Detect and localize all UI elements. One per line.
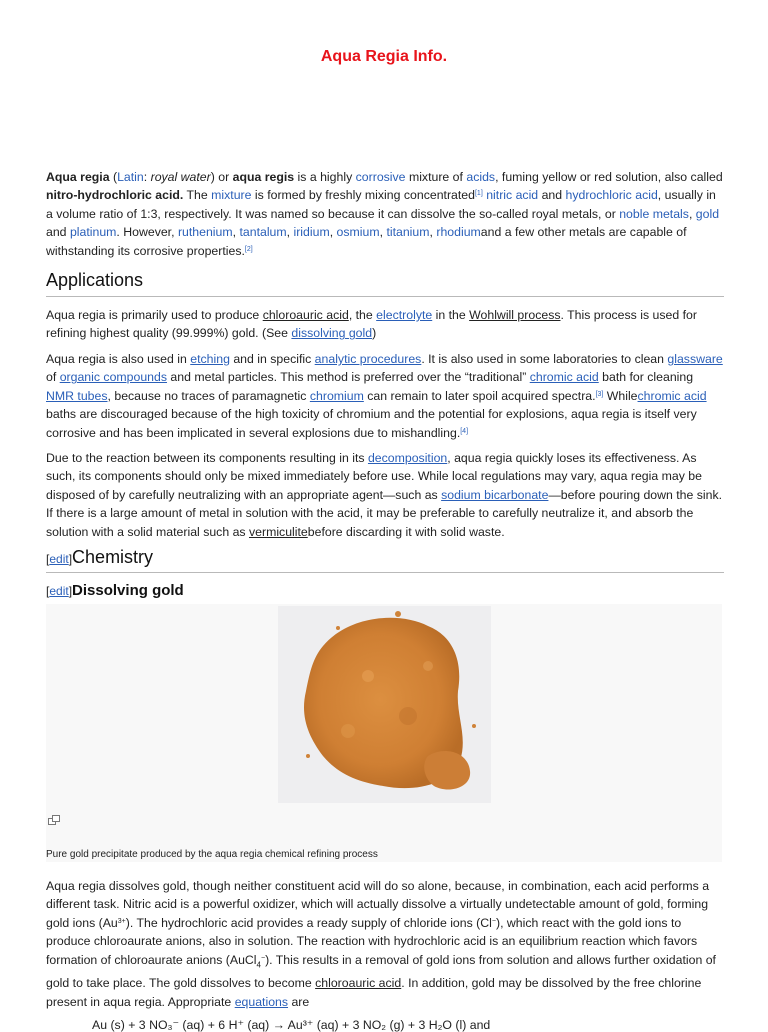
link-gold[interactable]: gold (695, 206, 720, 221)
text-run: , aqua regia quickly loses its effectiveness. As such, its components should only be mixed immediately before use. While local regulations may vary, aqua regia may be disposed of by carefully neutralizing with an appropriate agent—such as (46, 451, 702, 502)
subscript: 4 (256, 960, 261, 970)
gold-precipitate-photo[interactable] (278, 606, 491, 803)
term-aqua-regia: Aqua regia (46, 170, 110, 184)
citation-2[interactable]: [2] (244, 245, 253, 253)
text-run: . This process is used for refining highest quality (99.999%) gold. (See (46, 308, 697, 341)
link-acids[interactable]: acids (466, 170, 496, 184)
link-nitric-acid[interactable]: nitric acid (486, 188, 539, 203)
link-chromium[interactable]: chromium (309, 388, 364, 403)
edit-button-chemistry[interactable]: edit (49, 552, 69, 566)
text-run: , (232, 225, 240, 240)
text-run: , because no traces of paramagnetic (107, 388, 310, 403)
text-run: are (288, 994, 310, 1009)
link-dissolving-gold[interactable]: dissolving gold (291, 326, 373, 341)
latin-translation: royal water (150, 170, 211, 184)
text-run: , fuming yellow or red solution, also called (495, 170, 723, 184)
text-run: : (143, 170, 151, 184)
section-heading-chemistry (46, 547, 724, 573)
text-run: , (329, 225, 337, 240)
text-run: , (286, 225, 294, 240)
bracket-open: [ (46, 552, 50, 566)
section-heading-applications: Applications (46, 270, 724, 297)
link-corrosive[interactable]: corrosive (355, 170, 406, 184)
link-vermiculite[interactable]: vermiculite (249, 524, 308, 539)
dissolving-paragraph (46, 877, 724, 1011)
text-run: While (603, 388, 638, 403)
edit-button-dissolving[interactable]: edit (49, 584, 69, 598)
text-run: bath for cleaning (598, 370, 694, 385)
link-platinum[interactable]: platinum (69, 225, 117, 240)
text-run: ). The hydrochloric acid provides a ready supply of chloride ions (Cl (125, 915, 492, 930)
text-run: ). This results in a removal of gold ions from solution and allows further oxidation of gold to take place. The gold dissolves to become (46, 952, 716, 991)
figure-gold-precipitate (46, 604, 722, 862)
text-run: . However, (116, 225, 178, 240)
text-run: and metal particles. This method is preferred over the “traditional” (167, 370, 530, 385)
applications-paragraph-1 (46, 306, 724, 343)
link-nmr-tubes[interactable]: NMR tubes (46, 388, 108, 403)
text-run: mixture of (405, 170, 467, 184)
text-run: before discarding it with solid waste. (307, 524, 505, 539)
citation-3[interactable]: [3] (595, 390, 604, 398)
gold-dissolution-equation: Au (s) + 3 NO₃⁻ (aq) + 6 H⁺ (aq) → Au³⁺ (aq) + 3 NO₂ (g) + 3 H₂O (l) and (92, 1018, 491, 1032)
link-ruthenium[interactable]: ruthenium (177, 225, 233, 240)
figure-caption: Pure gold precipitate produced by the aqua regia chemical refining process (46, 849, 378, 860)
citation-4[interactable]: [4] (460, 427, 469, 435)
text-run: , usually in a volume ratio of 1:3, respectively. It was named so because it can dissolve the so-called royal metals, or (46, 188, 716, 221)
text-run: of (46, 370, 60, 385)
link-latin[interactable]: Latin (117, 170, 144, 184)
text-run: . In addition, gold may be dissolved by the free chlorine present in aqua regia. Appropriate (46, 976, 702, 1009)
link-mixture[interactable]: mixture (211, 188, 252, 203)
link-chromic-acid[interactable]: chromic acid (529, 370, 599, 385)
link-titanium[interactable]: titanium (386, 225, 430, 240)
dissolving-heading-text: Dissolving gold (72, 582, 184, 599)
text-run: baths are discouraged because of the high toxicity of chromium and the potential for explosions, aqua regia is itself very corrosive and has been implicated in several explosions due to mishandling. (46, 407, 697, 440)
chemistry-heading-text: Chemistry (72, 547, 154, 567)
text-run: Aqua regia is primarily used to produce (46, 308, 263, 322)
bracket-open: [ (46, 584, 50, 598)
superscript: − (260, 954, 266, 962)
text-run: ), which react with the gold ions to produce chloroaurate anions, also in solution. The reaction with hydrochloric acid is an equilibrium reaction which favors formation of chloroaurate anions (AuCl (46, 915, 698, 967)
link-sodium-bicarbonate[interactable]: sodium bicarbonate (441, 487, 549, 502)
text-run: , (379, 225, 387, 240)
text-run: is formed by freshly mixing concentrated (251, 188, 475, 203)
subsection-heading-dissolving-gold (46, 582, 184, 599)
intro-paragraph (46, 168, 724, 260)
text-run: and (538, 188, 566, 203)
bracket-close: ] (68, 552, 73, 566)
gold-powder-image (278, 606, 491, 803)
text-run: ) or (210, 170, 233, 184)
term-aqua-regis: aqua regis (232, 170, 295, 184)
text-run: , (429, 225, 437, 240)
link-wohlwill-process[interactable]: Wohlwill process (469, 308, 561, 322)
text-run: and a few other metals are capable of withstanding its corrosive properties. (46, 225, 687, 258)
link-glassware[interactable]: glassware (667, 352, 723, 366)
text-run: and (46, 225, 70, 240)
text-run: ( (109, 170, 118, 184)
link-noble-metals[interactable]: noble metals (619, 206, 689, 221)
edit-link-dissolving (46, 584, 72, 598)
bracket-close: ] (68, 584, 73, 598)
text-run: Aqua regia dissolves gold, though neither constituent acid will do so alone, because, in combination, each acid performs a different task. Nitric acid is a powerful oxidizer, which will actually dissolve a virtually undetectable amount of gold, forming gold ions (Au (46, 879, 710, 930)
superscript: − (491, 917, 496, 925)
text-run: in the (432, 308, 470, 322)
link-equations[interactable]: equations (234, 994, 289, 1009)
superscript: 3+ (117, 917, 126, 925)
link-electrolyte[interactable]: electrolyte (376, 308, 433, 322)
link-rhodium[interactable]: rhodium (436, 225, 481, 240)
text-run: , (688, 206, 696, 221)
edit-link-chemistry (46, 552, 72, 566)
link-analytic-procedures[interactable]: analytic procedures (314, 352, 422, 366)
enlarge-icon[interactable] (48, 815, 60, 825)
text-run: , the (348, 308, 377, 322)
link-iridium[interactable]: iridium (293, 225, 330, 240)
term-nitro-hydrochloric: nitro-hydrochloric acid. (46, 188, 184, 203)
link-tantalum[interactable]: tantalum (239, 225, 287, 240)
link-organic-compounds[interactable]: organic compounds (59, 370, 168, 385)
link-chromic-acid-2[interactable]: chromic acid (637, 388, 707, 403)
text-run: Due to the reaction between its components resulting in its (46, 451, 368, 465)
text-run: can remain to later spoil acquired spectra. (363, 388, 596, 403)
applications-paragraph-2 (46, 350, 724, 442)
text-run: is a highly (294, 170, 356, 184)
link-chloroauric-acid-2[interactable]: chloroauric acid (315, 976, 402, 991)
link-etching[interactable]: etching (190, 352, 230, 366)
link-hydrochloric-acid[interactable]: hydrochloric acid (565, 188, 658, 203)
text-run: and in specific (229, 352, 315, 366)
text-run: ) (372, 326, 377, 341)
link-decomposition[interactable]: decomposition (367, 451, 448, 465)
applications-paragraph-3 (46, 449, 724, 541)
link-osmium[interactable]: osmium (336, 225, 380, 240)
text-run: —before pouring down the sink. If there is a large amount of metal in solution with the acid, it may be preferable to carefully neutralize it, and absorb the solution with a solid material such as (46, 487, 723, 539)
text-run: The (183, 188, 212, 203)
text-run: . It is also used in some laboratories to clean (421, 352, 668, 366)
link-chloroauric-acid[interactable]: chloroauric acid (262, 308, 349, 322)
text-run: Aqua regia is also used in (46, 352, 191, 366)
citation-1[interactable]: [1] (474, 190, 483, 198)
page-title: Aqua Regia Info. (320, 48, 448, 65)
